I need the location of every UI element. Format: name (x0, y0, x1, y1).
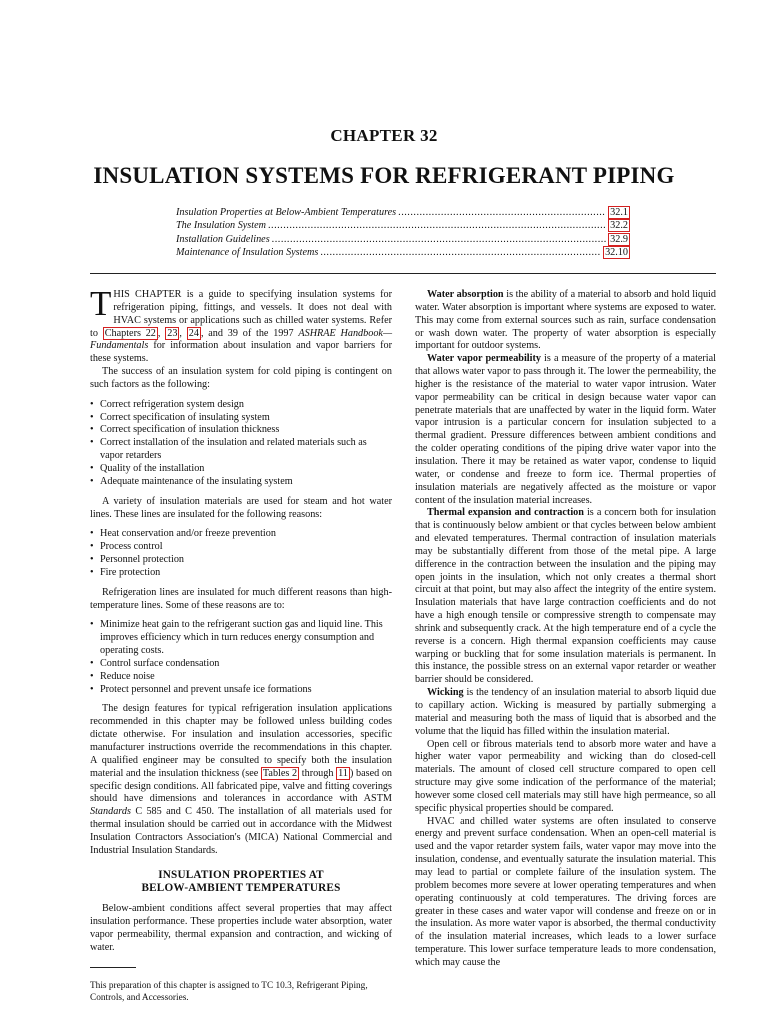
list-item: • Control surface condensation (90, 658, 392, 671)
list-item: • Heat conservation and/or freeze prevention (90, 528, 392, 541)
water-vapor-permeability-paragraph (415, 353, 716, 507)
wicking-paragraph (415, 687, 716, 738)
list-item: • Reduce noise (90, 671, 392, 684)
below-ambient-paragraph: Below-ambient conditions affect several properties that may affect insulation performance. These properties include water absorption, water vapor permeability, thermal expansion and contraction, and wicking of water. (90, 903, 392, 953)
term-water-absorption: Water absorption (427, 289, 504, 300)
toc-page-link[interactable]: 32.10 (605, 247, 628, 259)
section-heading-line: INSULATION PROPERTIES AT (158, 868, 324, 881)
handbook-title: ASHRAE Handbook—Fundamentals (90, 327, 392, 352)
footnote: This preparation of this chapter is assigned to TC 10.3, Refrigerant Piping, Controls, and Accessories. (90, 980, 368, 1003)
section-heading-line: BELOW-AMBIENT TEMPERATURES (141, 882, 341, 894)
term-water-vapor-permeability: Water vapor permeability (427, 353, 541, 365)
toc-entry-label: Maintenance of Insulation Systems (176, 247, 319, 259)
toc-entry-label: Insulation Properties at Below-Ambient Temperatures (176, 207, 397, 218)
variety-paragraph: A variety of insulation materials are used for steam and hot water lines. These lines are insulated for the following reasons: (90, 495, 392, 520)
drop-cap: T (90, 284, 112, 323)
term-wicking: Wicking (427, 687, 464, 699)
definition-text: is a concern both for insulation that is continuously below ambient or that cycles between below ambient and elevated temperatures. Thermal contraction of insulation materials may be substantially different from those of the metal pipe. A large difference in the contraction between the insulation and the piping may open joints in the insulation, which not only creates a thermal short circuit at that point, but may also affect the integrity of the entire system. Insulation materials that have large contraction coefficients and do not have a high enough tensile or compressive strength to compensate may shrink and subsequently crack. At the high temperature end of a cycle the reverse is a concern. High thermal expansion coefficients may cause warping or buckling that for some insulation materials is permanent. In this instance, the possible stress on an external vapor retarder or weather barrier should be considered. (415, 507, 716, 686)
header-divider (90, 273, 716, 274)
toc-leader-dots (268, 219, 606, 232)
list-item: • Adequate maintenance of the insulating system (90, 476, 392, 489)
chapter-title: INSULATION SYSTEMS FOR REFRIGERANT PIPING (93, 163, 675, 188)
success-paragraph: The success of an insulation system for cold piping is contingent on such factors as the following: (90, 366, 392, 390)
section-heading (90, 869, 392, 896)
open-cell-paragraph: Open cell or fibrous materials tend to absorb more water and have a higher water vapor permeability and wicking than do closed-cell materials. The amount of closed cell structure compared to open cell structure may give some indication of the performance of the material; however some closed cell materials may still have high permeance, so all specific physical properties should be compared. (415, 738, 716, 814)
toc-entry-label: Installation Guidelines (176, 233, 270, 245)
design-text: The design features for typical refrigeration insulation applications recommended in this chapter may be followed unless building codes dictate otherwise. For insulation and insulation accessories, specific manufacturer instructions override the recommendations in this chapter. A qualified engineer may be consulted to specify both the insulation material and the insulation thickness (see (90, 703, 392, 779)
intro-text: and 39 of the 1997 (208, 327, 294, 339)
hot-line-reasons-list (90, 528, 392, 579)
right-column (415, 289, 716, 970)
list-item: • Fire protection (90, 567, 392, 580)
toc-page-link[interactable]: 32.1 (610, 207, 628, 218)
toc-leader-dots (320, 246, 601, 259)
list-item: • Minimize heat gain to the refrigerant suction gas and liquid line. This improves efficiency which in turn reduces energy consumption and operating costs. (90, 619, 392, 658)
refrigeration-reasons-list (90, 619, 392, 696)
thermal-expansion-paragraph (415, 507, 716, 687)
toc-entry-maintenance (176, 246, 630, 259)
toc-leader-dots (272, 233, 607, 246)
tables-2-link[interactable]: Tables 2 (262, 767, 298, 779)
footnote-divider (90, 967, 136, 968)
design-paragraph: The design features for typical refrigeration insulation applications recommended in this chapter may be followed unless building codes dictate otherwise. For insulation and insulation accessories, specific manufacturer instructions override the recommendations in this chapter. A qualified engineer may be consulted to specify both the insulation material and the insulation thickness (see Tables 2 through 11 ) based on specific design conditions. All fabricated pipe, valve and fitting coverings should have dimensions and tolerances in accordance with ASTM Standards C 585 and C 450. The installation of all materials used for thermal insulation should be carried out in accordance with the Midwest Insulation Contractors Association's (MICA) National Commercial and Industrial Insulation Standards. (90, 703, 393, 856)
chapter-22-link[interactable]: Chapters 22 (104, 327, 156, 339)
design-text: through (301, 767, 334, 779)
definition-text: is the ability of a material to absorb and hold liquid water. Water absorption is important where systems are exposed to water. This may come from external sources such as rain, surface condensation or wash down water. The property of water absorption is especially important for outdoor systems. (415, 289, 716, 352)
design-text: based on specific design conditions. All fabricated pipe, valve and fitting coverings should have dimensions and tolerances in accordance with ASTM (90, 767, 393, 805)
list-item: • Correct specification of insulation thickness (90, 424, 392, 437)
intro-text: for information about insulation and vapor barriers for these systems. (90, 340, 393, 365)
table-of-contents (176, 206, 630, 260)
toc-page-link[interactable]: 32.9 (610, 233, 628, 245)
water-absorption-paragraph (415, 289, 716, 353)
chapter-24-link[interactable]: 24 (188, 327, 199, 339)
list-item: • Quality of the installation (90, 463, 392, 476)
definition-text: is a measure of the property of a material that allows water vapor to pass through it. The lower the permeability, the higher is the resistance of the material to water vapor intrusion. Water vapor permeability can be critical in design because water vapor can penetrate materials that are unaffected by water in the liquid form. Water vapor intrusion is a particular concern for insulation subjected to a thermal gradient. Pressure differences between ambient conditions and the colder operating conditions of the piping drive water vapor into the insulation. There it may be retained as water vapor, condense to liquid water, or condense and freeze to form ice. Thermal properties of insulation materials are negatively affected as the moisture or vapor content of the insulation material increases. (415, 353, 716, 506)
list-item: • Correct refrigeration system design (90, 399, 392, 412)
success-factors-list (90, 399, 392, 489)
hvac-paragraph: HVAC and chilled water systems are often insulated to conserve energy and prevent surface condensation. When an open-cell material is used and the vapor retarder system fails, water vapor may move into the insulation, condense, and eventually saturate the insulation material. This may lead to partial or complete failure of the insulation system. The problem becomes more severe at lower operating temperatures and when operating continuously at cold temperatures. The driving forces are greater in these cases and water vapor will condense and freeze on or in the insulation. As more water vapor is absorbed, the thermal conductivity of the insulation material increases, which leads to a lower surface temperature. This lower surface temperature leads to more condensation, which may cause the (415, 815, 716, 968)
toc-page-link[interactable]: 32.2 (610, 220, 628, 232)
intro-paragraph: THIS CHAPTER is a guide to specifying insulation systems for refrigeration piping, fittings, and vessels. It does not deal with HVAC systems or applications such as chilled water systems. Refer to Chapters 22 , 23 , 24 , and 39 of the 1997 ASHRAE Handbook—Fundamentals for information about insulation and vapor barriers for these systems. (90, 284, 393, 365)
intro-text: HIS CHAPTER is a guide to specifying insulation systems for refrigeration piping, fittings, and vessels. It does not deal with HVAC systems or applications such as chilled water systems. Refer to (90, 289, 392, 339)
toc-entry-insulation-system (176, 219, 630, 232)
list-item: • Personnel protection (90, 554, 392, 567)
term-thermal-expansion: Thermal expansion and contraction (427, 507, 584, 519)
table-11-link[interactable]: 11 (338, 767, 348, 779)
chapter-23-link[interactable]: 23 (167, 327, 178, 339)
list-item: • Protect personnel and prevent unsafe ice formations (90, 684, 392, 697)
list-item: • Correct installation of the insulation and related materials such as vapor retarders (90, 437, 392, 463)
standards-term: Standards (90, 806, 131, 818)
design-text: C 585 and C 450. The installation of all materials used for thermal insulation should be carried out in accordance with the Midwest Insulation Contractors Association's (MICA) National Commercial and Industrial Insulation Standards. (90, 806, 393, 856)
list-item: • Correct specification of insulating system (90, 412, 392, 425)
toc-entry-insulation-properties (176, 206, 630, 219)
toc-entry-label: The Insulation System (176, 220, 266, 232)
left-column (90, 284, 393, 1004)
definition-text: is the tendency of an insulation material to absorb liquid due to capillary action. Wicking is measured by partially submerging a material and measuring both the mass of liquid that is absorbed and the volume that the liquid has filled within the insulation material. (415, 687, 716, 737)
toc-leader-dots (398, 206, 606, 219)
chapter-label: CHAPTER 32 (330, 126, 438, 145)
refrigeration-paragraph: Refrigeration lines are insulated for much different reasons than high-temperature lines. Some of these reasons are to: (90, 586, 392, 611)
list-item: • Process control (90, 541, 392, 554)
toc-entry-installation-guidelines (176, 233, 630, 246)
